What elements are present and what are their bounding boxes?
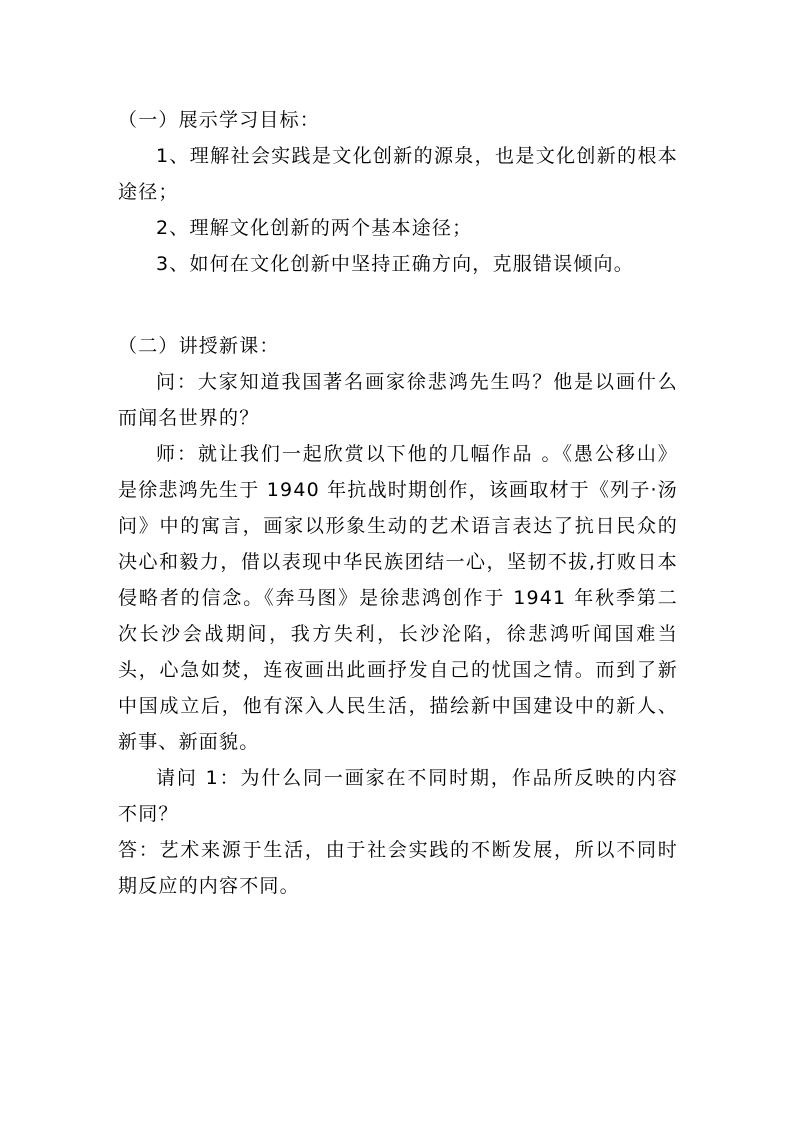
objective-item-3: 3、如何在文化创新中坚持正确方向，克服错误倾向。 — [156, 253, 634, 275]
answer-paragraph: 答：艺术来源于生活，由于社会实践的不断发展，所以不同时期反应的内容不同。 — [118, 839, 678, 897]
question-2-paragraph: 请问 1：为什么同一画家在不同时期，作品所反映的内容不同？ — [118, 767, 678, 825]
objective-item-2: 2、理解文化创新的两个基本途径； — [156, 217, 473, 239]
objective-item-1: 1、理解社会实践是文化创新的源泉，也是文化创新的根本途径； — [118, 145, 678, 203]
teacher-paragraph: 师：就让我们一起欣赏以下他的几幅作品 。《愚公移山》是徐悲鸿先生于 1940 年抗战时期创作，该画取材于《列子·汤问》中的寓言，画家以形象生动的艺术语言表达了抗日民众的决心和毅力，借以表现中华民族团结一心，坚韧不拔,打败日本侵略者的信念。《奔马图》是徐悲鸿创作于 1941 年秋季第二次长沙会战期间，我方失利，长沙沦陷，徐悲鸿听闻国难当头，心急如焚，连夜画出此画抒发自己的忧国之情。而到了新中国成立后，他有深入人民生活，描绘新中国建设中的新人、新事、新面貌。 — [118, 443, 678, 753]
section-heading-objectives: （一）展示学习目标： — [118, 109, 321, 131]
section-heading-new-lesson: （二）讲授新课： — [118, 335, 280, 357]
question-paragraph: 问：大家知道我国著名画家徐悲鸿先生吗？他是以画什么而闻名世界的？ — [118, 371, 678, 429]
section-spacer — [118, 282, 678, 328]
document-body — [118, 102, 678, 904]
